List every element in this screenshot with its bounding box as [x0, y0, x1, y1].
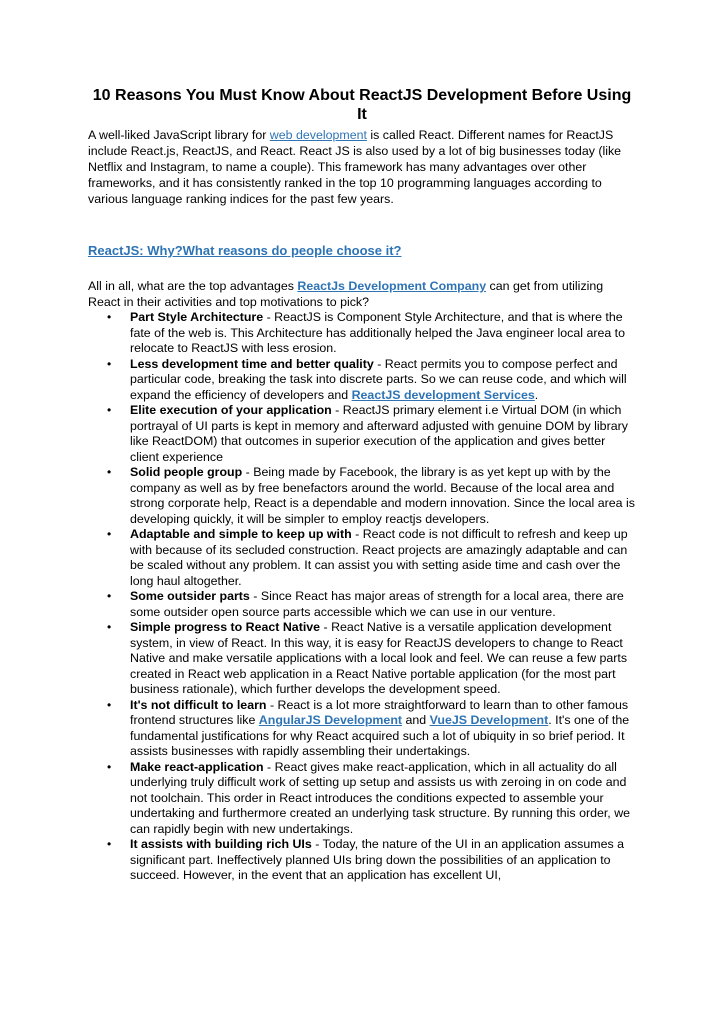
bullet-icon: • [107, 356, 112, 371]
item-text: - React is a lot more straightforward to learn than to other famous frontend structures like [130, 697, 629, 727]
bullet-icon: • [107, 403, 112, 417]
item-title: It's not difficult to learn [130, 697, 267, 712]
item-title: Part Style Architecture [130, 310, 264, 324]
item-title: Adaptable and simple to keep up with [130, 527, 352, 541]
item-title: Elite execution of your application [130, 403, 332, 417]
item-text-after: . It's one of the fundamental justifications for why React acquired such a lot of ubiquity in so brief period. It assists businesses with rapidly assembling their undertakings. [130, 713, 630, 758]
bullet-icon: • [107, 589, 112, 603]
list-item [107, 527, 636, 589]
bullet-icon: • [107, 527, 112, 541]
item-text-after: . [534, 387, 539, 402]
list-item [107, 620, 636, 698]
intro-text-after: is called React. Different names for ReactJS include React.js, ReactJS, and React. React JS is also used by a lot of big businesses today (like Netflix and Instagram, to name a couple). This framework has many advantages over other frameworks, and it has consistently ranked in the top 10 programming languages according to various language ranking indices for the past few years. [88, 128, 622, 206]
item-text: - React Native is a versatile application development system, in view of React. In this way, it is easy for ReactJS developers to change to React Native and make versatile applications with a local look and feel. We can reuse a few parts created in React web application in a React Native portable application (for the most part business rationale), which further develops the development speed. [130, 620, 628, 696]
angularjs-development-link[interactable]: AngularJS Development [258, 713, 403, 727]
section-heading-link[interactable]: ReactJS: Why?What reasons do people choose it? [88, 243, 402, 258]
item-title: Some outsider parts [130, 589, 250, 603]
item-text: - React permits you to compose perfect and particular code, breaking the task into discrete parts. So we can reuse code, and which will expand the efficiency of developers and [130, 356, 627, 402]
item-text: - React code is not difficult to refresh and keep up with because of its secluded construction. React projects are amazingly adaptable and can be scaled without any problem. It can assist you with setting aside time and cash over the long haul altogether. [130, 527, 628, 588]
list-item [107, 465, 636, 527]
list-item [107, 589, 636, 620]
bullet-icon: • [107, 837, 112, 851]
web-development-link[interactable]: web development [269, 128, 367, 142]
bullet-icon: • [107, 310, 112, 324]
intro-paragraph [88, 127, 636, 207]
item-title: Solid people group [130, 465, 243, 479]
list-item [107, 759, 636, 838]
list-item [107, 310, 636, 357]
item-title: It assists with building rich UIs [130, 837, 312, 851]
document-page [88, 86, 636, 884]
item-text-mid: and [402, 713, 430, 727]
list-item [107, 837, 636, 884]
intro-text-before: A well-liked JavaScript library for [88, 128, 270, 142]
section-heading[interactable] [88, 243, 636, 259]
list-item [107, 697, 636, 760]
item-title: Less development time and better quality [130, 356, 374, 371]
reasons-list [88, 310, 636, 884]
item-text: - Being made by Facebook, the library is as yet kept up with by the company as well as by free benefactors around the world. Because of the local area and strong corporate help, React is a dependable and modern innovation. Since the local area is developing quickly, it will be simpler to employ reactjs developers. [130, 465, 635, 526]
vuejs-development-link[interactable]: VueJS Development [429, 713, 549, 727]
document-title: 10 Reasons You Must Know About ReactJS Development Before Using It [92, 87, 632, 123]
item-text: - Today, the nature of the UI in an application assumes a significant part. Ineffectively planned UIs bring down the possibilities of an application to succeed. However, in the event that an application has excellent UI, [130, 837, 625, 882]
item-text: - ReactJS is Component Style Architecture, and that is where the fate of the web is. This Architecture has additionally helped the Java engineer local area to relocate to ReactJS with less erosion. [130, 310, 626, 355]
item-title: Make react-application [130, 759, 264, 774]
item-text: - Since React has major areas of strength for a local area, there are some outsider open source parts accessible which we can use in our venture. [130, 589, 624, 619]
list-item [107, 403, 636, 465]
reactjs-development-services-link[interactable]: ReactJS development Services [351, 387, 535, 402]
bullet-icon: • [107, 620, 112, 634]
item-text: - ReactJS primary element i.e Virtual DOM (in which portrayal of UI parts is kept in memory and afterward adjusted with genuine DOM by library like ReactDOM) that outcomes in superior execution of the application and gives better client experience [130, 403, 628, 464]
reactjs-development-company-link[interactable]: ReactJs Development Company [297, 279, 487, 293]
bullet-icon: • [107, 465, 112, 479]
bullet-icon: • [107, 697, 112, 712]
bullet-icon: • [107, 759, 112, 774]
lead-text-before: All in all, what are the top advantages [88, 279, 298, 293]
item-title: Simple progress to React Native [130, 620, 321, 634]
lead-text-after: can get from utilizing React in their activities and top motivations to pick? [88, 279, 604, 309]
lead-paragraph [88, 278, 636, 310]
item-text: - React gives make react-application, which in all actuality do all underlying truly difficult work of setting up setup and assists us with zeroing in on code and not toolchain. This order in React introduces the conditions expected to assemble your undertaking and furthermore created an underlying task structure. By running this order, we can rapidly begin with new undertakings. [130, 759, 631, 836]
list-item [107, 356, 636, 404]
